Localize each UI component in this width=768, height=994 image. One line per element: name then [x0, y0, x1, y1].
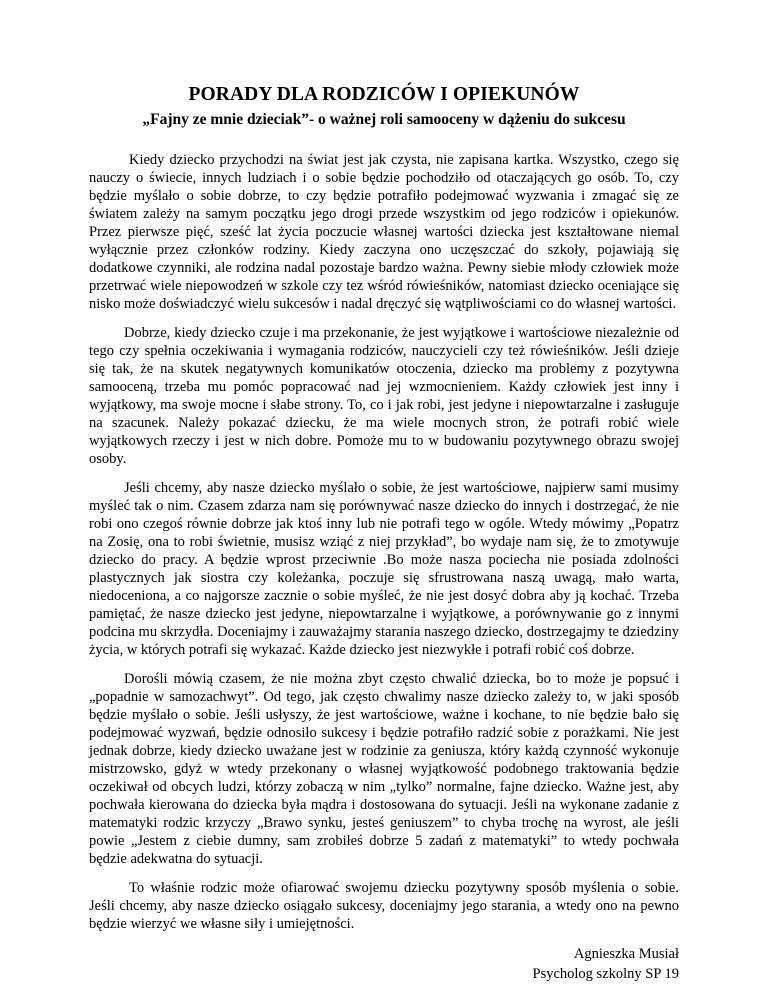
paragraph-5: To właśnie rodzic może ofiarować swojemu dziecku pozytywny sposób myślenia o sobie. Jeśli chcemy, aby nasze dziecko osiągało sukcesy, doceniajmy jego starania, a wtedy ono na pewno będzie wierzyć we własne siły i umiejętności. — [89, 880, 679, 932]
document-title: PORADY DLA RODZICÓW I OPIEKUNÓW — [188, 84, 580, 105]
signature-name: Agnieszka Musiał — [573, 946, 679, 962]
paragraph-1: Kiedy dziecko przychodzi na świat jest jak czysta, nie zapisana kartka. Wszystko, czego się nauczy o świecie, innych ludziach i o sobie będzie pochodziło od otaczających go osób. To, czy będzie myślało o sobie dobrze, to czy będzie potrafiło podejmować wyzwania i zmagać się ze światem zależy na samym początku jego drogi przede wszystkim od jego rodziców i opiekunów. Przez pierwsze pięć, sześć lat życia poczucie własnej wartości dziecka jest kształtowane niemal wyłącznie przez członków rodziny. Kiedy zaczyna ono uczęszczać do szkoły, pojawiają się dodatkowe czynniki, ale rodzina nadal pozostaje bardzo ważna. Pewny siebie młody człowiek może przetrwać wiele niepowodzeń w szkole czy tez wśród rówieśników, natomiast dziecko oceniające się nisko może doświadczyć wielu sukcesów i nadal dręczyć się wątpliwościami co do własnej wartości. — [89, 152, 679, 312]
paragraph-2: Dobrze, kiedy dziecko czuje i ma przekonanie, że jest wyjątkowe i wartościowe niezależnie od tego czy spełnia oczekiwania i wymagania rodziców, nauczycieli czy też rówieśników. Jeśli dzieje się tak, że na skutek negatywnych komunikatów otoczenia, dziecko ma problemy z pozytywna samooceną, trzeba mu pomóc popracować nad jej wzmocnieniem. Każdy człowiek jest inny i wyjątkowy, ma swoje mocne i słabe strony. To, co i jak robi, jest jedyne i niepowtarzalne i zasługuje na szacunek. Należy pokazać dziecku, że ma wiele mocnych stron, że potrafi robić wiele wyjątkowych rzeczy i jest w nich dobre. Pomoże mu to w budowaniu pozytywnego obrazu swojej osoby. — [89, 325, 679, 467]
signature-block — [89, 944, 679, 984]
paragraph-4: Dorośli mówią czasem, że nie można zbyt często chwalić dziecka, bo to może je popsuć i „popadnie w samozachwyt”. Od tego, jak często chwalimy nasze dziecko zależy to, w jaki sposób będzie myślało o sobie. Jeśli usłyszy, że jest wartościowe, ważne i kochane, to nie będzie bało się podejmować wyzwań, będzie odnosiło sukcesy i będzie potrafiło radzić sobie z porażkami. Nie jest jednak dobrze, kiedy dziecko uważane jest w rodzinie za geniusza, który każdą czynność wykonuje mistrzowsko, gdyż w wtedy przekonany o własnej wyjątkowość podobnego traktowania będzie oczekiwał od obcych ludzi, którzy zobaczą w nim „tylko” normalne, fajne dziecko. Ważne jest, aby pochwała kierowana do dziecka była mądra i dostosowana do sytuacji. Jeśli na wykonane zadanie z matematyki rodzic krzyczy „Brawo synku, jesteś geniuszem” to chyba trochę na wyrost, ale jeśli powie „Jestem z ciebie dumny, sam zrobiłeś dobrze 5 zadań z matematyki” to wtedy pochwała będzie adekwatna do sytuacji. — [89, 671, 679, 867]
document-body — [89, 151, 679, 933]
signature-role: Psycholog szkolny SP 19 — [532, 966, 679, 982]
document-page — [89, 83, 679, 984]
paragraph-3: Jeśli chcemy, aby nasze dziecko myślało o sobie, że jest wartościowe, najpierw sami musimy myśleć tak o nim. Czasem zdarza nam się porównywać nasze dziecko do innych i dostrzegać, że nie robi ono czegoś równie dobrze jak ktoś inny lub nie potrafi tego w ogóle. Wtedy mówimy „Popatrz na Zosię, ona to robi świetnie, musisz wziąć z niej przykład”, bo wydaje nam się, że to zmotywuje dziecko do pracy. A będzie wprost przeciwnie .Bo może nasza pociecha nie posiada zdolności plastycznych jak siostra czy koleżanka, poczuje się sfrustrowana naszą uwagą, mało warta, niedoceniona, a co najgorsze zacznie o sobie myśleć, że nie jest dosyć dobra aby ją kochać. Trzeba pamiętać, że nasze dziecko jest jedyne, niepowtarzalne i wyjątkowe, a porównywanie go z innymi podcina mu skrzydła. Doceniajmy i zauważajmy starania naszego dziecko, dostrzegajmy te dziedziny życia, w których potrafi się wykazać. Każde dziecko jest niezwykłe i potrafi robić coś dobrze. — [89, 480, 679, 658]
document-subtitle: „Fajny ze mnie dzieciak”- o ważnej roli samooceny w dążeniu do sukcesu — [142, 111, 626, 128]
